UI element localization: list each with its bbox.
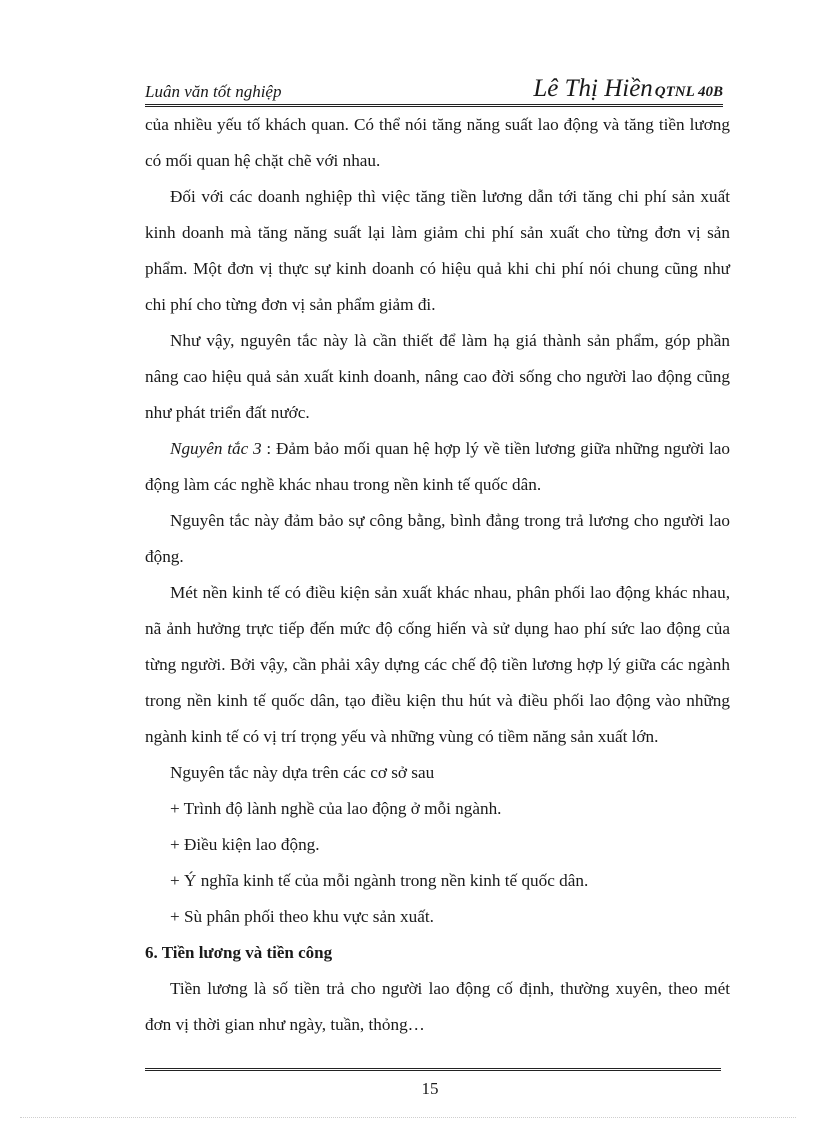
paragraph: Tiền lương là số tiền trả cho người lao động cố định, thường xuyên, theo mét đơn vị thời gian như ngày, tuần, thỏng… (145, 979, 730, 1034)
page-header (145, 76, 723, 102)
body-text (145, 107, 730, 1043)
principle-3-paragraph (145, 431, 730, 503)
header-thesis-label: Luân văn tốt nghiệp (145, 82, 282, 101)
page-number: 15 (421, 1079, 439, 1098)
section-heading: 6. Tiền lương và tiền công (145, 943, 333, 962)
list-item: + Trình độ lành nghề của lao động ở mỗi ngành. (170, 799, 502, 818)
list-item: + Sù phân phối theo khu vực sản xuất. (170, 907, 434, 926)
paragraph: Nguyên tắc này đảm bảo sự công bằng, bình đẳng trong trả lương cho người lao động. (145, 511, 730, 566)
paragraph: Mét nền kinh tế có điều kiện sản xuất khác nhau, phân phối lao động khác nhau, nã ảnh hưởng trực tiếp đến mức độ cống hiến và sử dụng hao phí sức lao động của từng người. Bởi vậy, cần phải xây dựng các chế độ tiền lương hợp lý giữa các ngành trong nền kinh tế quốc dân, tạo điều kiện thu hút và điều phối lao động vào những ngành kinh tế có vị trí trọng yếu và những vùng có tiềm năng sản xuất lớn. (145, 583, 730, 746)
paragraph: của nhiều yếu tố khách quan. Có thể nói tăng năng suất lao động và tăng tiền lương có mối quan hệ chặt chẽ với nhau. (145, 115, 730, 170)
paragraph: Đối với các doanh nghiệp thì việc tăng tiền lương dẫn tới tăng chi phí sản xuất kinh doanh mà tăng năng suất lại làm giảm chi phí sản xuất cho từng đơn vị sản phẩm. Một đơn vị thực sự kinh doanh có hiệu quả khi chi phí nói chung cũng như chi phí cho từng đơn vị sản phẩm giảm đi. (145, 187, 730, 314)
footer-divider (145, 1068, 721, 1071)
list-item: + Điều kiện lao động. (170, 835, 320, 854)
header-author-block (533, 75, 723, 103)
paragraph: Nguyên tắc này dựa trên các cơ sở sau (170, 763, 435, 782)
principle-3-text: : Đảm bảo mối quan hệ hợp lý về tiền lương giữa những người lao động làm các nghề khác nhau trong nền kinh tế quốc dân. (145, 439, 730, 494)
page-bottom-border (20, 1117, 796, 1118)
principle-3-label: Nguyên tắc 3 (170, 439, 262, 458)
header-author-name: Lê Thị Hiền (533, 75, 653, 102)
header-class-code: QTNL 40B (654, 84, 723, 100)
paragraph: Như vậy, nguyên tắc này là cần thiết để làm hạ giá thành sản phẩm, góp phần nâng cao hiệu quả sản xuất kinh doanh, nâng cao đời sống cho người lao động cũng như phát triển đất nước. (145, 331, 730, 422)
list-item: + Ý nghĩa kinh tế của mỗi ngành trong nền kinh tế quốc dân. (170, 871, 589, 890)
